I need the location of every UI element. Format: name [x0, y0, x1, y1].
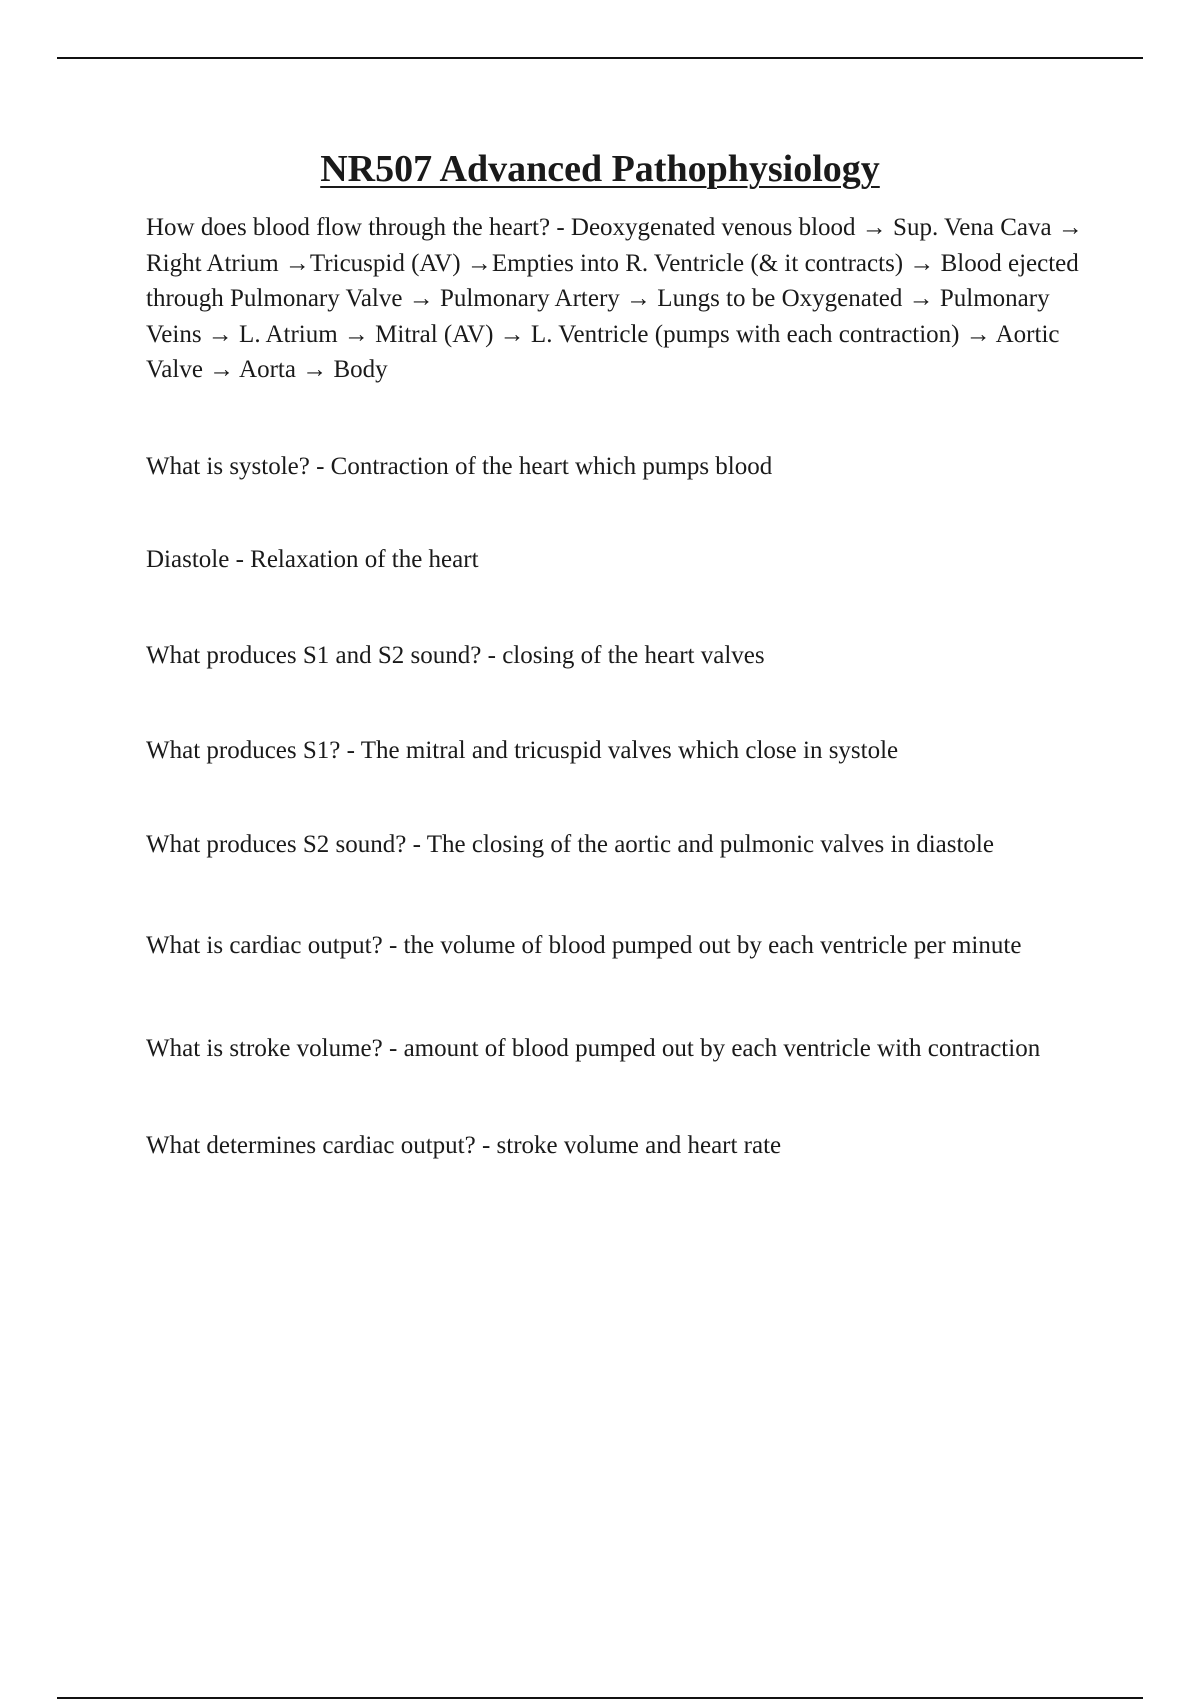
document-title: NR507 Advanced Pathophysiology [320, 148, 880, 190]
qa-entry-s1-s2-sound: What produces S1 and S2 sound? - closing of the heart valves [146, 641, 765, 669]
qa-entry-systole: What is systole? - Contraction of the heart which pumps blood [146, 452, 773, 480]
qa-entry-cardiac-output: What is cardiac output? - the volume of blood pumped out by each ventricle per minute [146, 932, 1022, 959]
qa-entry-determines-cardiac-output: What determines cardiac output? - stroke volume and heart rate [146, 1132, 782, 1159]
document-body [146, 210, 1086, 1164]
qa-entry-blood-flow: How does blood flow through the heart? - Deoxygenated venous blood → Sup. Vena Cava → Right Atrium →Tricuspid (AV) →Empties into R. Ventricle (& it contracts) → Blood ejected through Pulmonary Valve → Pulmonary Artery → Lungs to be Oxygenated → Pulmonary Veins → L. Atrium → Mitral (AV) → L. Ventricle (pumps with each contraction) → Aortic Valve → Aorta → Body [146, 214, 1083, 383]
qa-entry-stroke-volume: What is stroke volume? - amount of blood pumped out by each ventricle with contraction [146, 1034, 1041, 1062]
top-rule [57, 57, 1143, 59]
qa-entry-s2-sound: What produces S2 sound? - The closing of the aortic and pulmonic valves in diastole [146, 830, 994, 858]
qa-entry-s1: What produces S1? - The mitral and tricuspid valves which close in systole [146, 737, 899, 764]
bottom-rule [57, 1697, 1143, 1699]
qa-entry-diastole: Diastole - Relaxation of the heart [146, 546, 479, 573]
